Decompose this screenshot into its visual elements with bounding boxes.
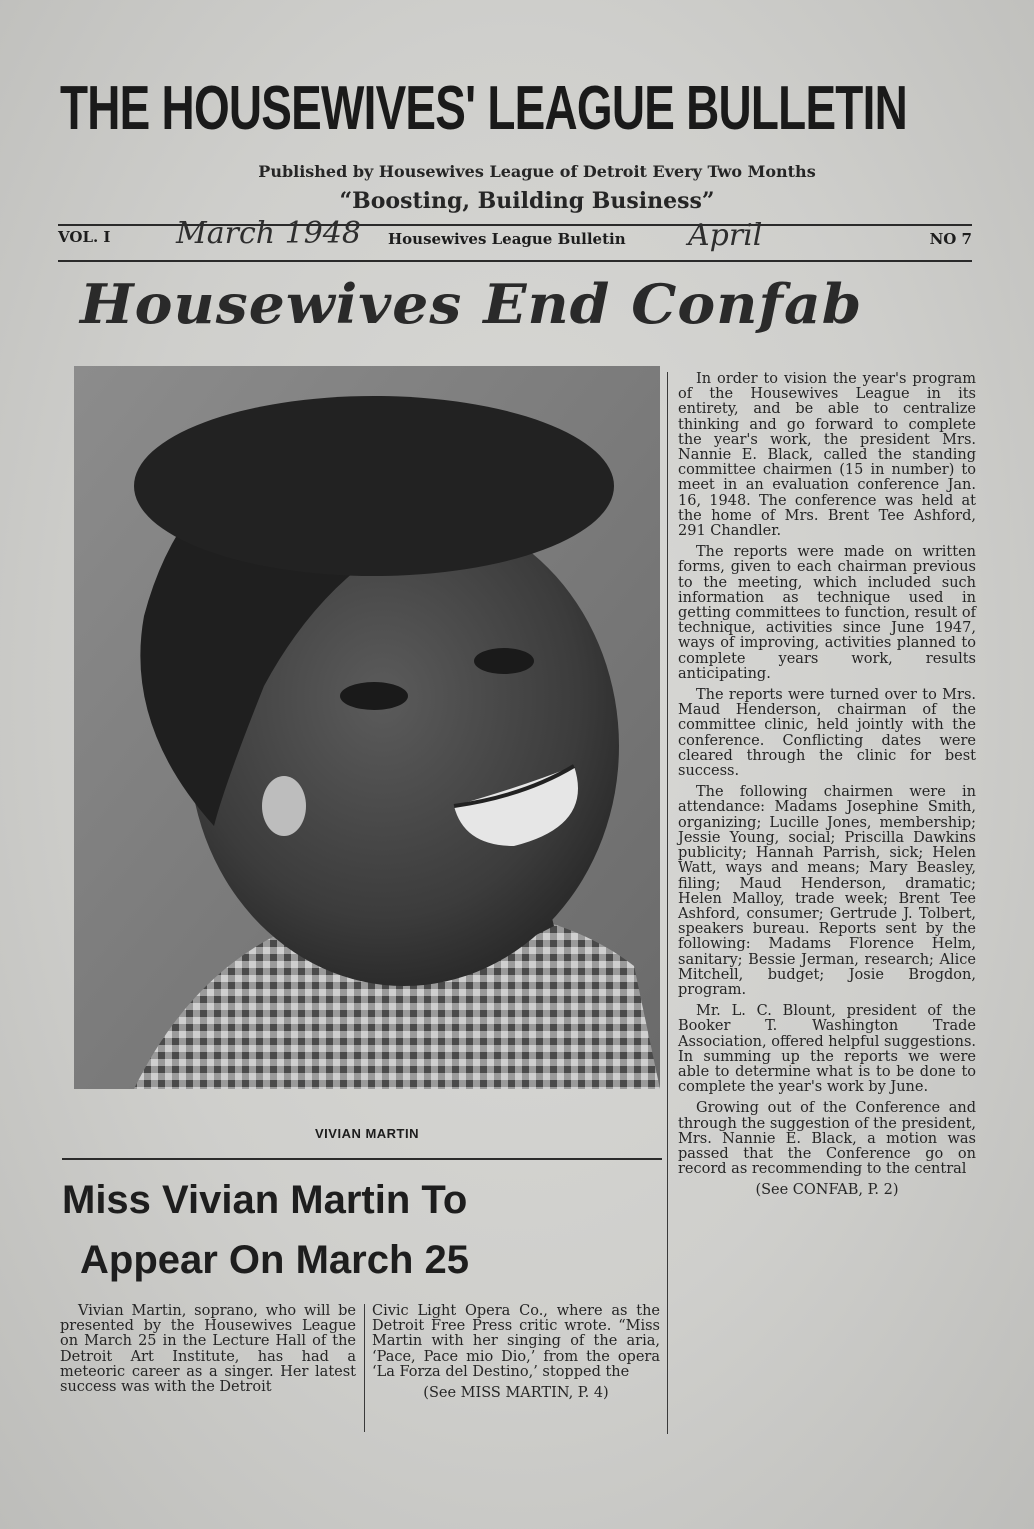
confab-paragraph: Growing out of the Conference and through the suggestion of the president, Mrs. Nannie E. Black, a motion was passed that the Conference go on record as recommending to the central bbox=[678, 1100, 976, 1178]
confab-paragraph: Mr. L. C. Blount, president of the Booker T. Washington Trade Association, offered helpful suggestions. In summing up the reports we were able to determine what is to be done to complete the year's work by June. bbox=[678, 1003, 976, 1096]
martin-column-2 bbox=[372, 1304, 660, 1407]
confab-see-reference: (See CONFAB, P. 2) bbox=[755, 1182, 899, 1199]
portrait-illustration bbox=[74, 366, 660, 1089]
confab-paragraph: The reports were made on written forms, given to each chairman previous to the meeting, which included such information as technique used in getting committees to function, result of technique, activities since June 1947, ways of improving, activities planned to complete years work, results anticipating. bbox=[678, 544, 976, 682]
handwritten-date: March 1948 bbox=[176, 216, 361, 251]
handwritten-month: April bbox=[688, 218, 763, 253]
volume-label: VOL. I bbox=[58, 228, 111, 246]
martin-column-divider bbox=[364, 1304, 365, 1432]
martin-col1-text: Vivian Martin, soprano, who will be presented by the Housewives League on March 25 in the Lecture Hall of the Detroit Art Institute, has had a meteoric career as a singer. Her latest success was with the Detroit bbox=[60, 1303, 356, 1396]
issue-bar bbox=[58, 216, 972, 262]
masthead-title: THE HOUSEWIVES' LEAGUE BULLETIN bbox=[60, 74, 907, 143]
confab-column bbox=[678, 372, 976, 1205]
issue-bulletin-name: Housewives League Bulletin bbox=[388, 230, 626, 248]
martin-headline-line1: Miss Vivian Martin To bbox=[62, 1178, 468, 1222]
published-line: Published by Housewives League of Detroit Every Two Months bbox=[258, 162, 816, 181]
slogan: “Boosting, Building Business” bbox=[339, 188, 715, 214]
martin-see-reference: (See MISS MARTIN, P. 4) bbox=[423, 1385, 609, 1402]
martin-headline-line2: Appear On March 25 bbox=[80, 1238, 470, 1282]
caption-rule bbox=[62, 1158, 662, 1160]
confab-paragraph: The reports were turned over to Mrs. Maud Henderson, chairman of the committee clinic, held jointly with the conference. Conflicting dates were cleared through the clinic for best success. bbox=[678, 687, 976, 780]
issue-number: NO 7 bbox=[929, 230, 972, 248]
portrait-photo bbox=[74, 366, 660, 1089]
main-headline: Housewives End Confab bbox=[80, 272, 863, 336]
main-column-divider bbox=[667, 372, 668, 1434]
issue-bar-bottom-rule bbox=[58, 260, 972, 262]
photo-caption: VIVIAN MARTIN bbox=[315, 1126, 419, 1141]
martin-col2-text: Civic Light Opera Co., where as the Detroit Free Press critic wrote. “Miss Martin with her singing of the aria, ‘Pace, Pace mio Dio,’ from the opera ‘La Forza del Destino,’ stopped the bbox=[372, 1303, 660, 1380]
martin-column-1 bbox=[60, 1304, 356, 1401]
confab-paragraph: In order to vision the year's program of the Housewives League in its entirety, and be able to centralize thinking and go forward to complete the year's work, the president Mrs. Nannie E. Black, called the standing committee chairmen (15 in number) to meet in an evaluation conference Jan. 16, 1948. The conference was held at the home of Mrs. Brent Tee Ashford, 291 Chandler. bbox=[678, 371, 976, 540]
confab-paragraph: The following chairmen were in attendance: Madams Josephine Smith, organizing; Lucille Jones, membership; Jessie Young, social; Priscilla Dawkins publicity; Hannah Parrish, sick; Helen Watt, ways and means; Mary Beasley, filing; Maud Henderson, dramatic; Helen Malloy, trade week; Brent Tee Ashford, consumer; Gertrude J. Tolbert, speakers bureau. Reports sent by the following: Madams Florence Helm, sanitary; Bessie Jerman, research; Alice Mitchell, budget; Josie Brogdon, program. bbox=[678, 784, 976, 998]
